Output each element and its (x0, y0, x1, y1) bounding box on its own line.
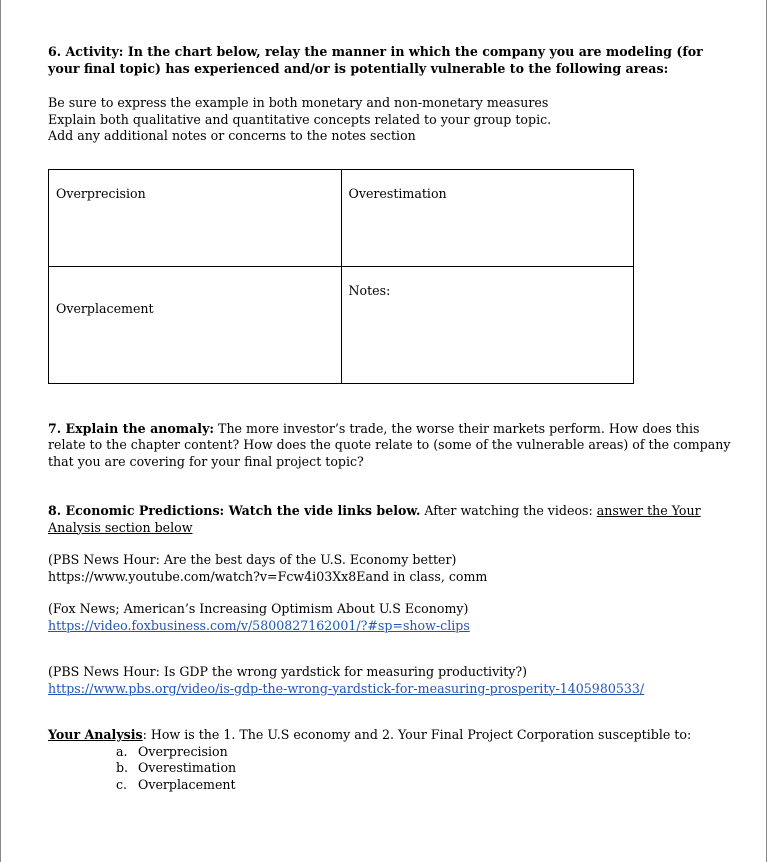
question-6-prompt: 6. Activity: In the chart below, relay the manner in which the company you are modeling (for your final topic) has experienced and/or is potentially vulnerable to the following areas: (48, 44, 703, 76)
video-3 (48, 664, 738, 697)
overprecision-label: Overprecision (56, 185, 146, 201)
video-1 (48, 552, 738, 585)
overplacement-cell[interactable] (49, 266, 342, 383)
question-7-text: The more investor’s trade, the worse their markets perform. How does this relate to the chapter content? How does the quote relate to (some of the vulnerable areas) of the company that you are covering for your final project topic? (48, 420, 731, 469)
list-item (116, 777, 738, 794)
question-6 (48, 44, 738, 77)
video-3-title: (PBS News Hour: Is GDP the wrong yardstick for measuring productivity?) (48, 664, 528, 679)
question-8 (48, 503, 738, 536)
video-2-link[interactable]: https://video.foxbusiness.com/v/5800827162001/?#sp=show-clips (48, 617, 470, 633)
document-content (48, 44, 738, 793)
overprecision-cell[interactable] (49, 169, 342, 266)
instruction-line: Add any additional notes or concerns to the notes section (48, 128, 416, 143)
video-3-link[interactable]: https://www.pbs.org/video/is-gdp-the-wrong-yardstick-for-measuring-prosperity-1405980533/ (48, 680, 645, 696)
video-2-title: (Fox News; American’s Increasing Optimism About U.S Economy) (48, 601, 469, 616)
list-item-text: Overestimation (138, 760, 237, 775)
question-8-underlined-instruction: answer the Your Analysis section below (48, 503, 701, 535)
question-8-text: After watching the videos: (420, 503, 597, 518)
notes-cell[interactable] (341, 266, 634, 383)
list-item-letter: b. (116, 760, 129, 775)
your-analysis-text: : How is the 1. The U.S economy and 2. Your Final Project Corporation susceptible to: (142, 727, 692, 742)
overestimation-cell[interactable] (341, 169, 634, 266)
analysis-list (48, 744, 738, 794)
your-analysis-label: Your Analysis (48, 727, 143, 742)
list-item-letter: c. (116, 776, 128, 792)
list-item-text: Overprecision (138, 743, 228, 759)
question-8-lead: 8. Economic Predictions: Watch the vide links below. (48, 503, 421, 518)
bias-chart-table (48, 169, 634, 384)
list-item-letter: a. (116, 743, 128, 759)
notes-label: Notes: (348, 282, 391, 298)
question-6-instructions (48, 95, 738, 145)
video-1-url: https://www.youtube.com/watch?v=Fcw4i03Xx8Eand in class, comm (48, 568, 488, 584)
video-2 (48, 601, 738, 634)
instruction-line: Be sure to express the example in both monetary and non-monetary measures (48, 95, 549, 110)
your-analysis (48, 727, 738, 744)
list-item-text: Overplacement (138, 776, 236, 792)
question-7-lead: 7. Explain the anomaly: (48, 420, 215, 436)
overestimation-label: Overestimation (348, 185, 447, 201)
question-7 (48, 421, 738, 471)
instruction-line: Explain both qualitative and quantitative concepts related to your group topic. (48, 111, 552, 127)
overplacement-label: Overplacement (56, 300, 154, 316)
video-1-title: (PBS News Hour: Are the best days of the U.S. Economy better) (48, 552, 457, 567)
list-item (116, 744, 738, 761)
list-item (116, 760, 738, 777)
